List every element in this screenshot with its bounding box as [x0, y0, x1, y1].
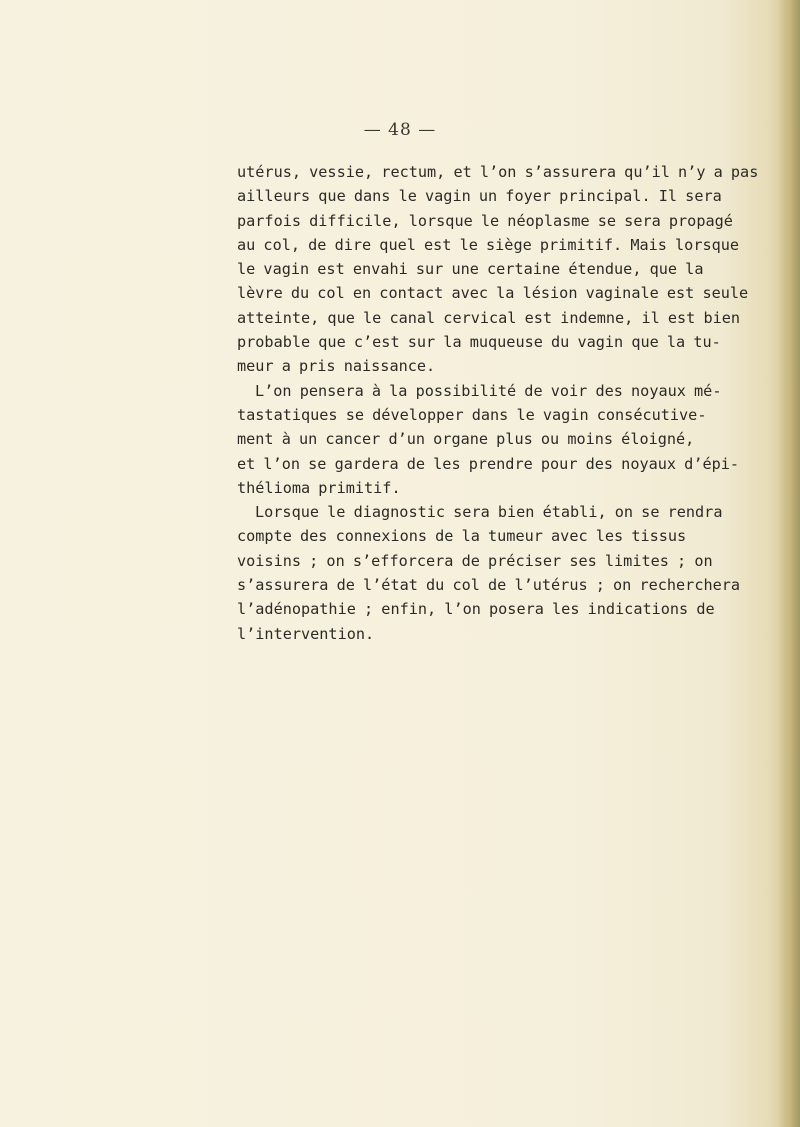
- text-line: et l’on se gardera de les prendre pour des noyaux d’épi-: [237, 454, 740, 473]
- text-line: l’adénopathie ; enfin, l’on posera les indications de: [237, 600, 715, 619]
- text-line: lèvre du col en contact avec la lésion vaginale est seule: [237, 284, 749, 303]
- body-text: [237, 160, 759, 646]
- page-number: — 48 —: [363, 120, 437, 140]
- text-line: Lorsque le diagnostic sera bien établi, on se rendra: [255, 503, 723, 522]
- text-line: ailleurs que dans le vagin un foyer principal. Il sera: [237, 187, 722, 206]
- text-line: L’on pensera à la possibilité de voir des noyaux mé-: [255, 381, 722, 400]
- text-line: meur a pris naissance.: [237, 357, 436, 376]
- text-line: au col, de dire quel est le siège primitif. Mais lorsque: [237, 235, 740, 254]
- text-line: tastatiques se développer dans le vagin consécutive-: [237, 405, 707, 424]
- text-line: l’intervention.: [237, 624, 375, 643]
- text-line: voisins ; on s’efforcera de préciser ses limites ; on: [237, 551, 713, 570]
- text-line: utérus, vessie, rectum, et l’on s’assurera qu’il n’y a pas: [237, 163, 759, 181]
- text-line: compte des connexions de la tumeur avec les tissus: [237, 527, 687, 546]
- text-line: le vagin est envahi sur une certaine étendue, que la: [237, 260, 704, 279]
- text-line: thélioma primitif.: [237, 478, 401, 497]
- text-line: atteinte, que le canal cervical est indemne, il est bien: [237, 308, 741, 327]
- page-edge-shadow: [778, 0, 800, 1127]
- text-line: ment à un cancer d’un organe plus ou moins éloigné,: [237, 430, 695, 449]
- text-line: s’assurera de l’état du col de l’utérus ; on recherchera: [237, 576, 741, 595]
- text-line: parfois difficile, lorsque le néoplasme se sera propagé: [237, 211, 733, 230]
- text-line: probable que c’est sur la muqueuse du vagin que la tu-: [237, 333, 721, 352]
